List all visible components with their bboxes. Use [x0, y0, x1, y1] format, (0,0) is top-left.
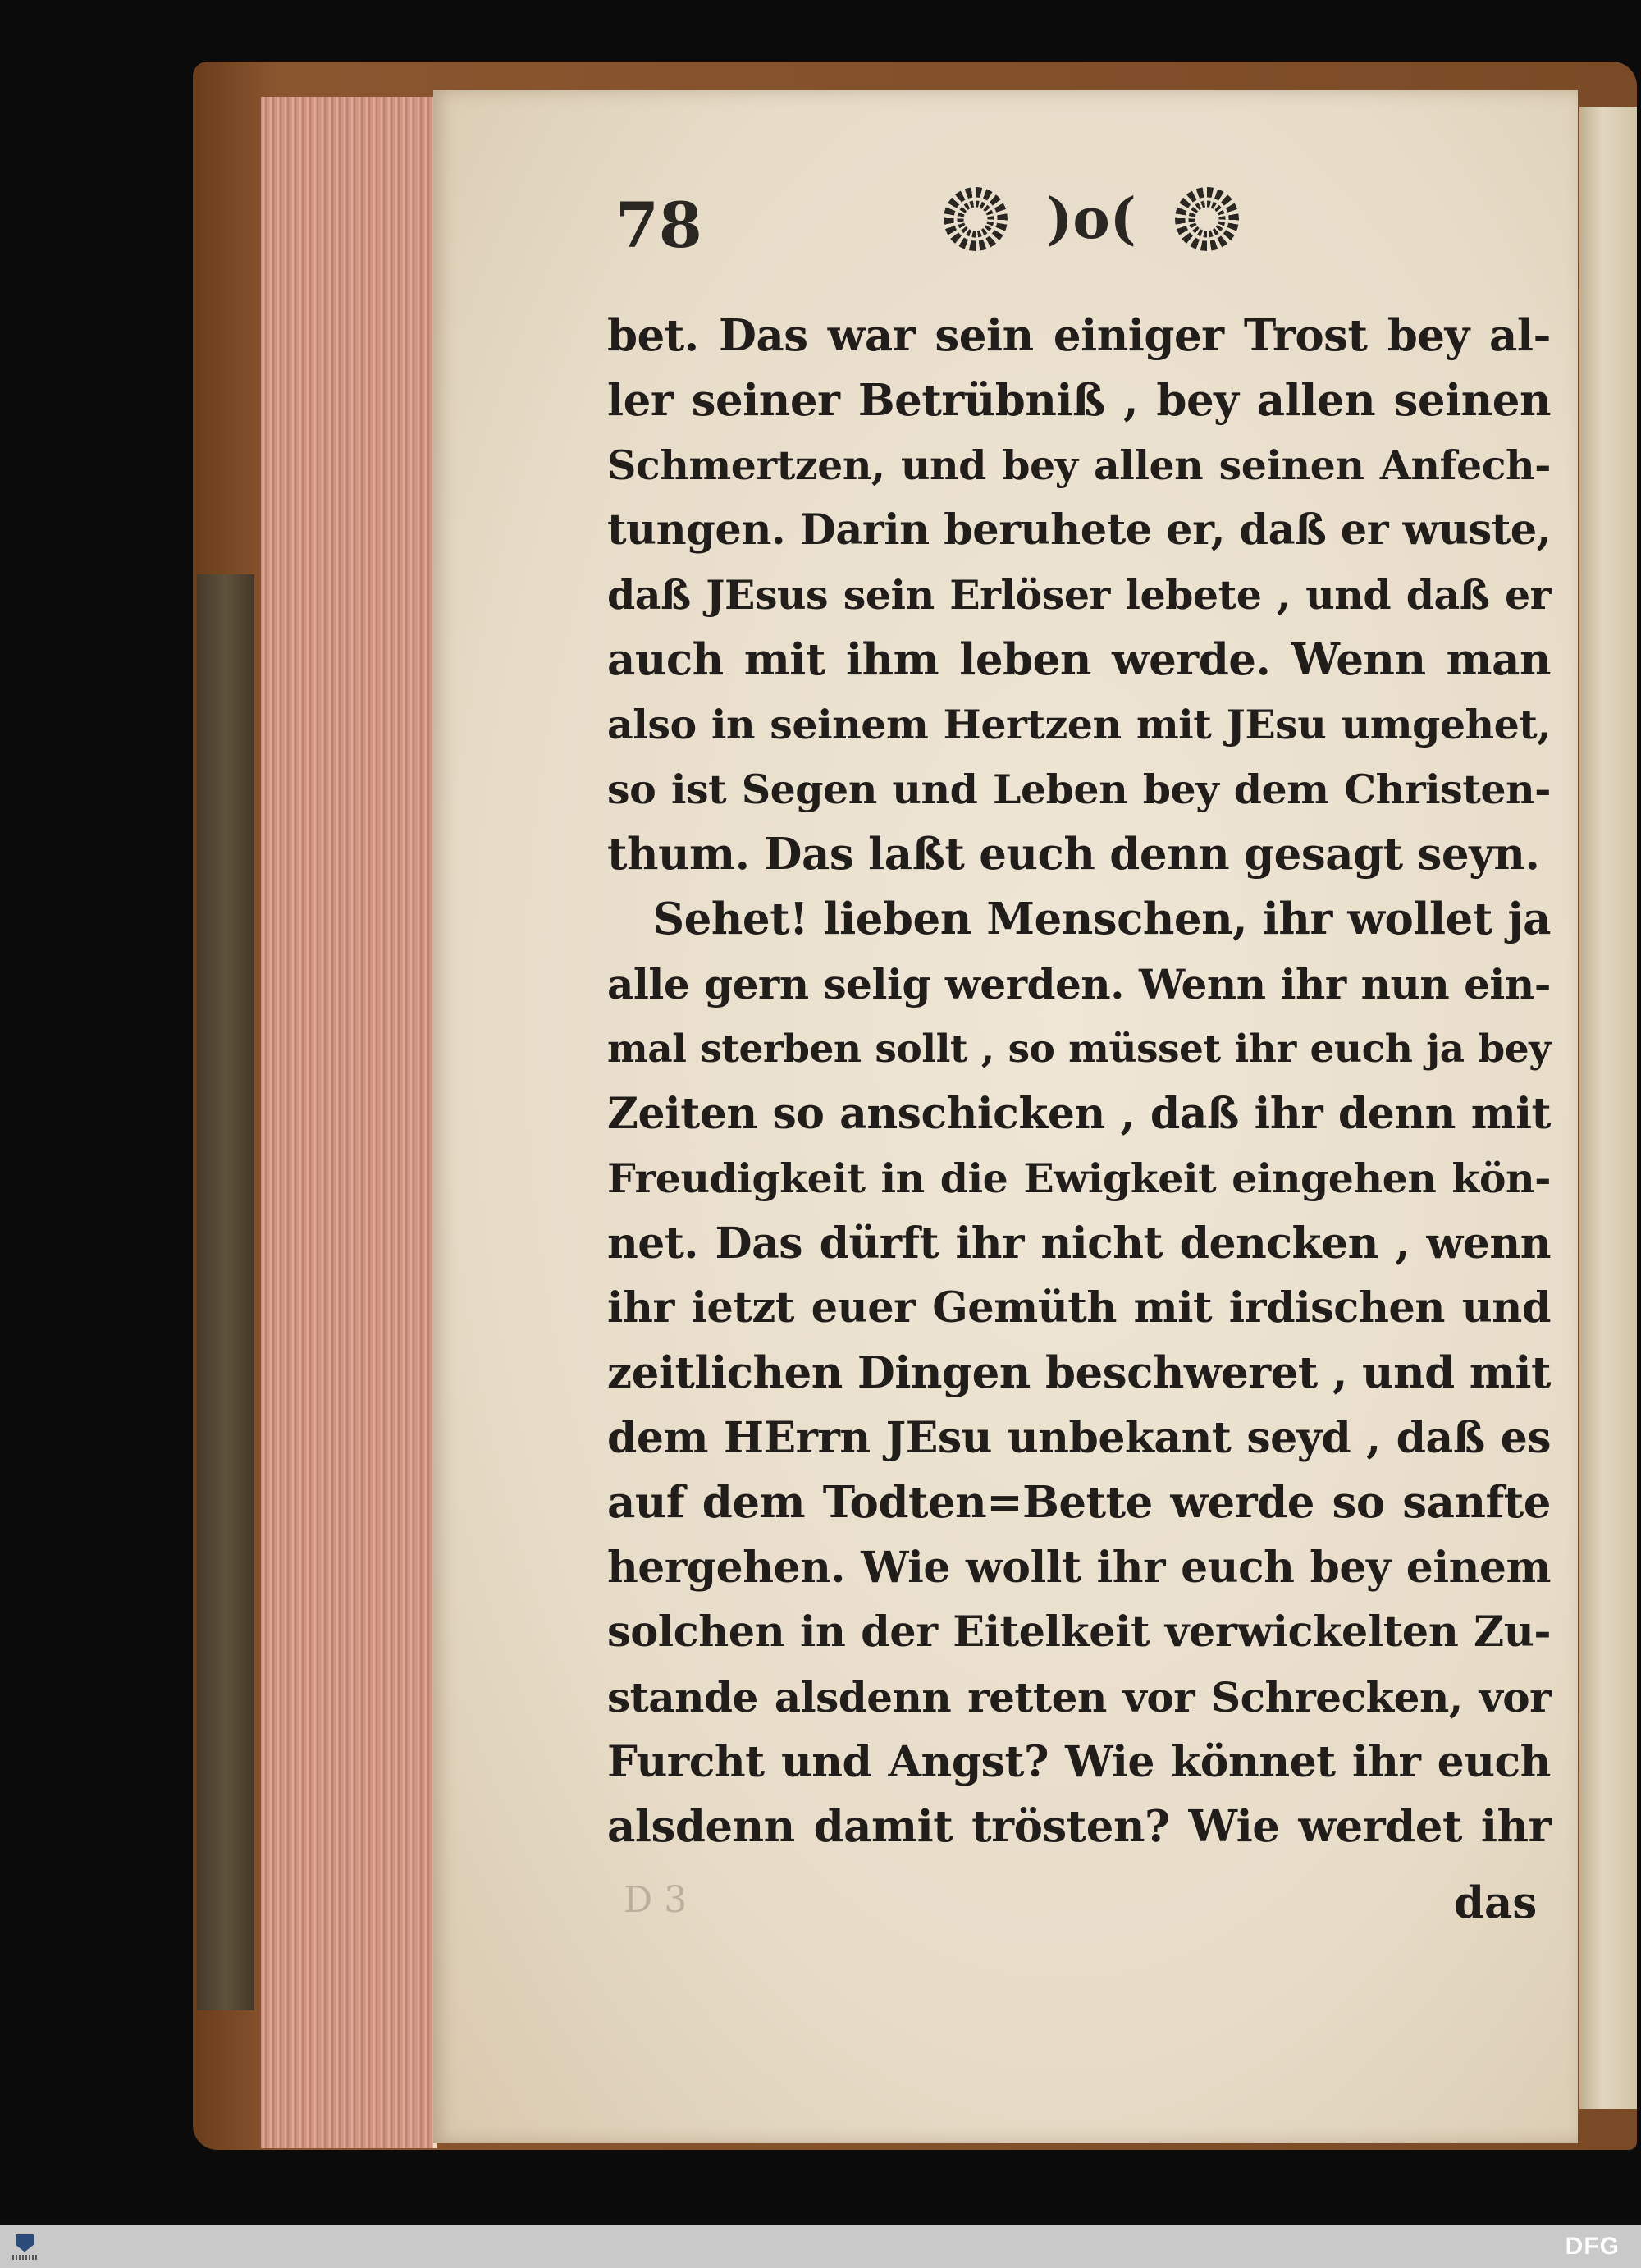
text-line: alle gern selig werden. Wenn ihr nun ein-	[607, 960, 1551, 1008]
text-line: dem HErrn JEsu unbekant seyd , daß es	[607, 1413, 1551, 1463]
body-text	[607, 304, 1551, 1859]
text-line: bet. Das war sein einiger Trost bey al-	[607, 310, 1551, 361]
rosette-icon	[1175, 187, 1239, 251]
text-line: alsdenn damit trösten? Wie werdet ihr	[607, 1801, 1551, 1852]
text-line: Sehet! lieben Menschen, ihr wollet ja	[607, 894, 1551, 944]
text-line: Zeiten so anschicken , daß ihr denn mit	[607, 1089, 1551, 1139]
ornament-mark: )o(	[1046, 186, 1136, 252]
text-line: stande alsdenn retten vor Schrecken, vor	[607, 1673, 1551, 1722]
text-line: hergehen. Wie wollt ihr euch bey einem	[607, 1543, 1551, 1593]
text-line: Furcht und Angst? Wie könnet ihr euch	[607, 1737, 1551, 1787]
text-line: Schmertzen, und bey allen seinen Anfech-	[607, 441, 1551, 489]
page-edges	[261, 97, 437, 2148]
rosette-icon	[944, 187, 1008, 251]
library-shield-icon	[10, 2229, 39, 2265]
text-line: zeitlichen Dingen beschweret , und mit	[607, 1347, 1551, 1398]
book-spine	[197, 574, 254, 2010]
catchword: das	[1454, 1877, 1538, 1928]
text-line: thum. Das laßt euch denn gesagt seyn.	[607, 829, 1540, 880]
dfg-label: DFG	[1565, 2233, 1620, 2260]
footer-bar	[0, 2225, 1641, 2268]
text-line: mal sterben sollt , so müsset ihr euch ja bey	[607, 1027, 1551, 1072]
text-line: also in seinem Hertzen mit JEsu umgehet,	[607, 701, 1551, 748]
text-line: Freudigkeit in die Ewigkeit eingehen kön-	[607, 1155, 1551, 1202]
text-line: tungen. Darin beruhete er, daß er wuste,	[607, 505, 1551, 555]
text-line: net. Das dürft ihr nicht dencken , wenn	[607, 1219, 1551, 1269]
bleed-through-text: D 3	[624, 1879, 688, 1921]
text-line: ihr ietzt euer Gemüth mit irdischen und	[607, 1283, 1551, 1333]
header-ornament	[944, 182, 1239, 256]
right-page-edge	[1579, 107, 1637, 2109]
text-line: auch mit ihm leben werde. Wenn man	[607, 634, 1551, 685]
text-line: ler seiner Betrübniß , bey allen seinen	[607, 375, 1551, 426]
logo-caption	[12, 2255, 37, 2260]
shield-shape	[16, 2234, 34, 2252]
text-line: so ist Segen und Leben bey dem Christen-	[607, 766, 1551, 813]
text-line: auf dem Todten=Bette werde so sanfte	[607, 1477, 1551, 1528]
text-line: solchen in der Eitelkeit verwickelten Zu-	[607, 1607, 1551, 1657]
text-line: daß JEsus sein Erlöser lebete , und daß er	[607, 571, 1551, 619]
page-number: 78	[615, 189, 702, 262]
